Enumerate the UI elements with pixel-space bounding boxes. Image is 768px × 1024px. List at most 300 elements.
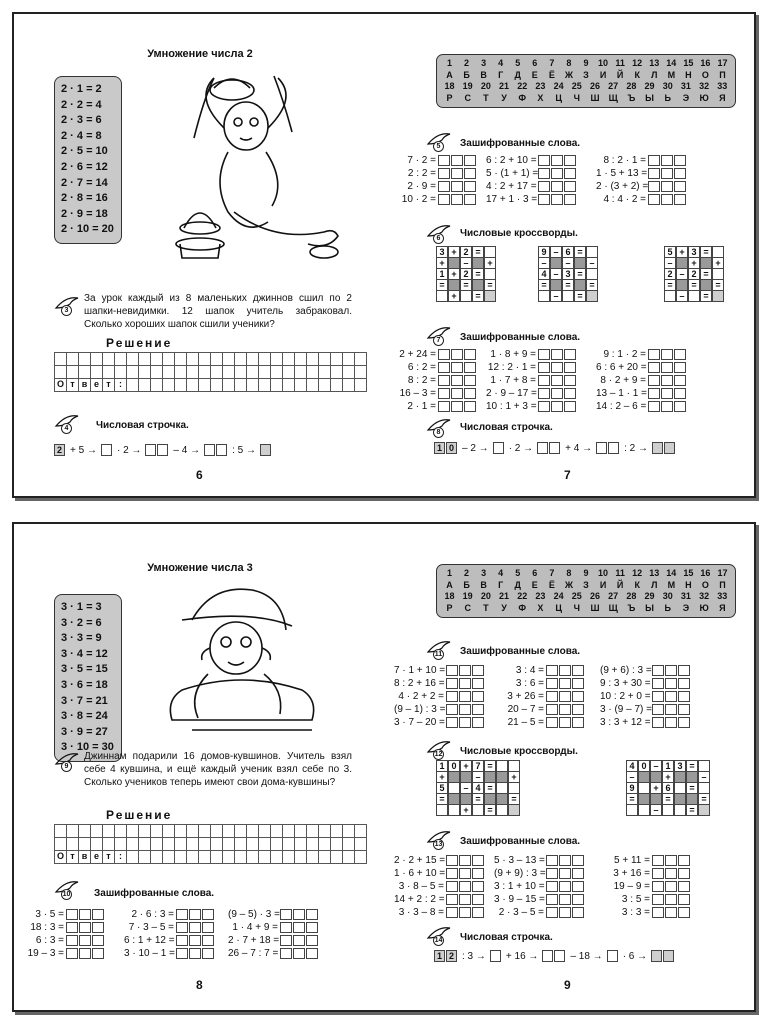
answer-box[interactable] xyxy=(674,375,686,386)
answer-box[interactable] xyxy=(559,717,571,728)
answer-box[interactable] xyxy=(551,181,563,192)
answer-box[interactable] xyxy=(472,691,484,702)
answer-box[interactable] xyxy=(280,909,292,920)
answer-box[interactable] xyxy=(572,678,584,689)
answer-box[interactable] xyxy=(542,950,553,962)
equation-column xyxy=(228,908,319,960)
answer-box[interactable] xyxy=(472,894,484,905)
answer-box[interactable] xyxy=(92,909,104,920)
answer-box[interactable] xyxy=(176,909,188,920)
crossword-cell: = xyxy=(460,279,472,291)
cipher-cell: 33 xyxy=(717,81,728,91)
answer-box[interactable] xyxy=(280,922,292,933)
answer-box[interactable] xyxy=(451,375,463,386)
crossword-cell[interactable] xyxy=(460,290,472,302)
answer-box[interactable] xyxy=(438,194,450,205)
answer-box[interactable] xyxy=(665,907,677,918)
crossword-cell[interactable] xyxy=(674,804,686,816)
equation-text: 20 – 7 = xyxy=(507,704,544,715)
answer-box[interactable] xyxy=(572,907,584,918)
answer-box[interactable] xyxy=(459,894,471,905)
crossword-cell[interactable] xyxy=(448,804,460,816)
answer-box[interactable] xyxy=(546,665,558,676)
answer-box[interactable] xyxy=(306,922,318,933)
equation-text: 10 : 1 + 3 = xyxy=(486,401,537,412)
answer-box[interactable] xyxy=(652,678,664,689)
answer-box[interactable] xyxy=(472,855,484,866)
answer-box[interactable] xyxy=(559,894,571,905)
answer-box[interactable] xyxy=(661,168,673,179)
equation-row xyxy=(394,703,485,716)
answer-box[interactable] xyxy=(472,704,484,715)
answer-box[interactable] xyxy=(559,678,571,689)
answer-box[interactable] xyxy=(446,894,458,905)
answer-box[interactable] xyxy=(559,855,571,866)
number-crossword[interactable] xyxy=(436,760,520,815)
answer-box[interactable] xyxy=(189,909,201,920)
answer-box[interactable] xyxy=(551,388,563,399)
cipher-cell: У xyxy=(501,602,507,613)
number-crossword[interactable] xyxy=(538,246,598,301)
answer-box[interactable] xyxy=(665,868,677,879)
answer-box[interactable] xyxy=(202,909,214,920)
crossword-cell[interactable] xyxy=(712,290,724,302)
answer-box[interactable] xyxy=(546,881,558,892)
answer-box[interactable] xyxy=(674,155,686,166)
answer-box[interactable] xyxy=(608,442,619,454)
answer-box[interactable] xyxy=(607,950,618,962)
answer-box[interactable] xyxy=(652,704,664,715)
answer-box[interactable] xyxy=(459,855,471,866)
answer-box[interactable] xyxy=(538,194,550,205)
number-crossword[interactable] xyxy=(436,246,496,301)
answer-box[interactable] xyxy=(665,678,677,689)
solution-cell[interactable] xyxy=(354,837,367,851)
answer-box[interactable] xyxy=(665,894,677,905)
solution-grid[interactable] xyxy=(54,352,366,391)
answer-box[interactable] xyxy=(564,401,576,412)
answer-box[interactable] xyxy=(451,388,463,399)
solution-cell[interactable] xyxy=(354,365,367,379)
answer-box[interactable] xyxy=(438,401,450,412)
answer-box[interactable] xyxy=(551,194,563,205)
equation-row xyxy=(394,677,485,690)
answer-box[interactable] xyxy=(66,909,78,920)
genie-illustration xyxy=(162,580,330,740)
cipher-cell: 21 xyxy=(499,81,510,91)
answer-box[interactable] xyxy=(538,362,550,373)
answer-box[interactable] xyxy=(596,442,607,454)
crossword-cell[interactable] xyxy=(538,290,550,302)
answer-box[interactable] xyxy=(559,704,571,715)
answer-box[interactable] xyxy=(145,444,156,456)
answer-box[interactable] xyxy=(280,948,292,959)
answer-box[interactable] xyxy=(665,855,677,866)
answer-box[interactable] xyxy=(678,894,690,905)
answer-box[interactable] xyxy=(459,704,471,715)
answer-box[interactable] xyxy=(661,194,673,205)
answer-box[interactable] xyxy=(92,922,104,933)
answer-box[interactable] xyxy=(66,948,78,959)
answer-box[interactable] xyxy=(674,181,686,192)
answer-box[interactable] xyxy=(538,401,550,412)
answer-box[interactable] xyxy=(438,362,450,373)
answer-box[interactable] xyxy=(663,950,674,962)
equation-row xyxy=(486,348,577,361)
solution-cell[interactable] xyxy=(354,378,367,392)
answer-box[interactable] xyxy=(652,855,664,866)
crossword-cell[interactable] xyxy=(662,804,674,816)
answer-box[interactable] xyxy=(438,168,450,179)
crossword-cell[interactable] xyxy=(586,290,598,302)
cipher-cell: Б xyxy=(463,579,470,590)
answer-box[interactable] xyxy=(652,717,664,728)
task-12-label: Числовые кроссворды. xyxy=(460,746,578,757)
answer-box[interactable] xyxy=(204,444,215,456)
answer-box[interactable] xyxy=(564,349,576,360)
answer-box[interactable] xyxy=(572,855,584,866)
cipher-cell: 19 xyxy=(462,591,473,601)
answer-box[interactable] xyxy=(554,950,565,962)
answer-box[interactable] xyxy=(459,907,471,918)
crossword-cell: – xyxy=(586,257,598,269)
number-crossword[interactable] xyxy=(664,246,724,301)
answer-box[interactable] xyxy=(674,349,686,360)
answer-box[interactable] xyxy=(674,362,686,373)
answer-box[interactable] xyxy=(551,155,563,166)
answer-box[interactable] xyxy=(648,362,660,373)
answer-box[interactable] xyxy=(189,935,201,946)
answer-box[interactable] xyxy=(459,717,471,728)
answer-box[interactable] xyxy=(674,168,686,179)
answer-box[interactable] xyxy=(459,691,471,702)
answer-box[interactable] xyxy=(472,881,484,892)
answer-box[interactable] xyxy=(665,665,677,676)
answer-box[interactable] xyxy=(451,168,463,179)
answer-box[interactable] xyxy=(674,401,686,412)
answer-box[interactable] xyxy=(176,922,188,933)
answer-box[interactable] xyxy=(293,935,305,946)
solution-grid[interactable] xyxy=(54,824,366,863)
answer-box[interactable] xyxy=(459,678,471,689)
crossword-cell[interactable] xyxy=(496,804,508,816)
answer-box[interactable] xyxy=(464,388,476,399)
answer-box[interactable] xyxy=(451,155,463,166)
crossword-cell[interactable] xyxy=(484,290,496,302)
answer-box[interactable] xyxy=(472,665,484,676)
crossword-cell[interactable] xyxy=(626,804,638,816)
answer-box[interactable] xyxy=(648,194,660,205)
answer-box[interactable] xyxy=(661,401,673,412)
answer-box[interactable] xyxy=(464,181,476,192)
answer-box[interactable] xyxy=(101,444,112,456)
equation-text: 2 · 2 + 15 = xyxy=(394,855,446,866)
answer-box[interactable] xyxy=(551,349,563,360)
crossword-cell[interactable] xyxy=(472,804,484,816)
answer-box[interactable] xyxy=(293,922,305,933)
answer-box[interactable] xyxy=(216,444,227,456)
answer-box[interactable] xyxy=(664,442,675,454)
answer-box[interactable] xyxy=(564,362,576,373)
answer-box[interactable] xyxy=(538,155,550,166)
answer-box[interactable] xyxy=(661,362,673,373)
answer-box[interactable] xyxy=(538,181,550,192)
answer-box[interactable] xyxy=(648,401,660,412)
answer-box[interactable] xyxy=(472,717,484,728)
crossword-cell[interactable] xyxy=(436,290,448,302)
answer-box[interactable] xyxy=(678,881,690,892)
answer-box[interactable] xyxy=(551,401,563,412)
answer-box[interactable] xyxy=(652,907,664,918)
answer-box[interactable] xyxy=(464,349,476,360)
answer-box[interactable] xyxy=(438,155,450,166)
answer-box[interactable] xyxy=(674,388,686,399)
answer-box[interactable] xyxy=(306,909,318,920)
answer-box[interactable] xyxy=(438,388,450,399)
answer-box[interactable] xyxy=(451,349,463,360)
answer-box[interactable] xyxy=(551,362,563,373)
number-crossword[interactable] xyxy=(626,760,710,815)
answer-box[interactable] xyxy=(572,665,584,676)
solution-cell[interactable] xyxy=(354,352,367,366)
answer-box[interactable] xyxy=(79,935,91,946)
answer-box[interactable] xyxy=(202,935,214,946)
answer-box[interactable] xyxy=(546,855,558,866)
answer-box[interactable] xyxy=(537,442,548,454)
answer-box[interactable] xyxy=(678,717,690,728)
solution-cell[interactable] xyxy=(354,824,367,838)
answer-box[interactable] xyxy=(546,868,558,879)
cipher-cell: Л xyxy=(651,69,658,80)
answer-box[interactable] xyxy=(538,388,550,399)
answer-box[interactable] xyxy=(652,868,664,879)
answer-box[interactable] xyxy=(678,678,690,689)
cipher-cell: 8 xyxy=(566,568,572,578)
answer-box[interactable] xyxy=(648,168,660,179)
answer-box[interactable] xyxy=(66,922,78,933)
answer-box[interactable] xyxy=(648,181,660,192)
answer-box[interactable] xyxy=(572,881,584,892)
answer-box[interactable] xyxy=(648,349,660,360)
answer-box[interactable] xyxy=(546,894,558,905)
equation-row xyxy=(386,180,477,193)
answer-box[interactable] xyxy=(538,349,550,360)
answer-box[interactable] xyxy=(446,704,458,715)
answer-box[interactable] xyxy=(306,935,318,946)
answer-box[interactable] xyxy=(490,950,501,962)
answer-box[interactable] xyxy=(66,935,78,946)
answer-box[interactable] xyxy=(538,375,550,386)
answer-box[interactable] xyxy=(572,704,584,715)
answer-box[interactable] xyxy=(678,691,690,702)
answer-box[interactable] xyxy=(652,894,664,905)
table-row: 2 · 1 = 2 xyxy=(61,83,102,95)
answer-box[interactable] xyxy=(79,948,91,959)
answer-box[interactable] xyxy=(260,444,271,456)
cipher-cell: 19 xyxy=(462,81,473,91)
answer-box[interactable] xyxy=(464,401,476,412)
crossword-cell[interactable] xyxy=(436,804,448,816)
answer-box[interactable] xyxy=(92,948,104,959)
crossword-cell[interactable] xyxy=(638,804,650,816)
answer-box[interactable] xyxy=(176,935,188,946)
answer-box[interactable] xyxy=(202,922,214,933)
answer-box[interactable] xyxy=(661,349,673,360)
book-spread-bottom xyxy=(12,522,756,1012)
answer-box[interactable] xyxy=(546,691,558,702)
answer-box[interactable] xyxy=(176,948,188,959)
answer-box[interactable] xyxy=(551,375,563,386)
cipher-cell: В xyxy=(480,579,487,590)
answer-box[interactable] xyxy=(564,388,576,399)
answer-box[interactable] xyxy=(678,665,690,676)
answer-box[interactable] xyxy=(674,194,686,205)
answer-box[interactable] xyxy=(572,717,584,728)
equation-text: 17 + 1 · 3 = xyxy=(486,194,538,205)
answer-box[interactable] xyxy=(678,907,690,918)
answer-box[interactable] xyxy=(661,181,673,192)
crossword-cell: – xyxy=(472,771,484,783)
answer-box[interactable] xyxy=(648,375,660,386)
answer-box[interactable] xyxy=(459,881,471,892)
answer-box[interactable] xyxy=(559,868,571,879)
crossword-cell: 2 xyxy=(664,268,676,280)
crossword-cell[interactable] xyxy=(688,290,700,302)
answer-box[interactable] xyxy=(678,855,690,866)
answer-box[interactable] xyxy=(572,868,584,879)
chain-op: + 4 → xyxy=(565,442,593,454)
equation-row xyxy=(394,664,485,677)
answer-box[interactable] xyxy=(464,375,476,386)
answer-box[interactable] xyxy=(293,948,305,959)
answer-box[interactable] xyxy=(446,691,458,702)
answer-box[interactable] xyxy=(189,922,201,933)
answer-box[interactable] xyxy=(79,909,91,920)
cipher-cell: 3 xyxy=(481,58,487,68)
answer-box[interactable] xyxy=(446,907,458,918)
answer-box[interactable] xyxy=(665,881,677,892)
answer-box[interactable] xyxy=(451,194,463,205)
crossword-cell: 0 xyxy=(638,760,650,772)
answer-box[interactable] xyxy=(464,155,476,166)
answer-box[interactable] xyxy=(546,717,558,728)
answer-box[interactable] xyxy=(546,704,558,715)
answer-box[interactable] xyxy=(438,349,450,360)
equation-row xyxy=(486,154,577,167)
answer-box[interactable] xyxy=(564,375,576,386)
answer-box[interactable] xyxy=(446,855,458,866)
equation-row xyxy=(228,947,319,960)
answer-box[interactable] xyxy=(564,168,576,179)
answer-box[interactable] xyxy=(464,168,476,179)
answer-box[interactable] xyxy=(472,907,484,918)
answer-box[interactable] xyxy=(446,717,458,728)
crossword-cell[interactable] xyxy=(664,290,676,302)
answer-box[interactable] xyxy=(546,678,558,689)
answer-box[interactable] xyxy=(559,907,571,918)
answer-box[interactable] xyxy=(79,922,91,933)
equation-row xyxy=(124,934,215,947)
answer-box[interactable] xyxy=(546,907,558,918)
answer-box[interactable] xyxy=(451,181,463,192)
answer-box[interactable] xyxy=(559,881,571,892)
answer-box[interactable] xyxy=(678,704,690,715)
answer-box[interactable] xyxy=(459,868,471,879)
equation-row xyxy=(386,154,477,167)
crossword-cell[interactable] xyxy=(508,804,520,816)
answer-box[interactable] xyxy=(280,935,292,946)
crossword-cell[interactable] xyxy=(698,804,710,816)
answer-box[interactable] xyxy=(651,950,662,962)
cipher-cell: 7 xyxy=(549,568,555,578)
cipher-cell: С xyxy=(464,92,471,103)
answer-box[interactable] xyxy=(446,678,458,689)
answer-box[interactable] xyxy=(451,401,463,412)
crossword-cell: = xyxy=(700,246,712,258)
answer-box[interactable] xyxy=(446,665,458,676)
answer-box[interactable] xyxy=(564,181,576,192)
cipher-cell: 20 xyxy=(480,81,491,91)
answer-box[interactable] xyxy=(157,444,168,456)
answer-box[interactable] xyxy=(472,678,484,689)
crossword-cell[interactable] xyxy=(562,290,574,302)
answer-box[interactable] xyxy=(652,665,664,676)
answer-box[interactable] xyxy=(472,868,484,879)
answer-box[interactable] xyxy=(648,155,660,166)
table-row: 3 · 9 = 27 xyxy=(61,725,108,738)
answer-box[interactable] xyxy=(446,868,458,879)
solution-cell[interactable] xyxy=(354,850,367,864)
answer-box[interactable] xyxy=(306,948,318,959)
answer-box[interactable] xyxy=(665,717,677,728)
answer-box[interactable] xyxy=(551,168,563,179)
answer-box[interactable] xyxy=(661,375,673,386)
answer-box[interactable] xyxy=(652,442,663,454)
answer-box[interactable] xyxy=(92,935,104,946)
answer-box[interactable] xyxy=(564,194,576,205)
answer-box[interactable] xyxy=(493,442,504,454)
answer-box[interactable] xyxy=(438,375,450,386)
answer-box[interactable] xyxy=(464,362,476,373)
answer-box[interactable] xyxy=(665,691,677,702)
answer-box[interactable] xyxy=(549,442,560,454)
answer-box[interactable] xyxy=(652,691,664,702)
answer-box[interactable] xyxy=(678,868,690,879)
answer-box[interactable] xyxy=(564,155,576,166)
answer-box[interactable] xyxy=(451,362,463,373)
answer-box[interactable] xyxy=(202,948,214,959)
answer-box[interactable] xyxy=(572,894,584,905)
answer-box[interactable] xyxy=(661,155,673,166)
answer-box[interactable] xyxy=(661,388,673,399)
answer-box[interactable] xyxy=(464,194,476,205)
answer-box[interactable] xyxy=(648,388,660,399)
answer-box[interactable] xyxy=(538,168,550,179)
answer-box[interactable] xyxy=(446,881,458,892)
answer-box[interactable] xyxy=(459,665,471,676)
answer-box[interactable] xyxy=(572,691,584,702)
number-chain xyxy=(434,950,675,962)
answer-box[interactable] xyxy=(293,909,305,920)
answer-box[interactable] xyxy=(652,881,664,892)
answer-box[interactable] xyxy=(189,948,201,959)
answer-box[interactable] xyxy=(559,691,571,702)
answer-box[interactable] xyxy=(665,704,677,715)
answer-box[interactable] xyxy=(559,665,571,676)
answer-box[interactable] xyxy=(438,181,450,192)
equation-row xyxy=(600,893,691,906)
crossword-cell: 4 xyxy=(626,760,638,772)
